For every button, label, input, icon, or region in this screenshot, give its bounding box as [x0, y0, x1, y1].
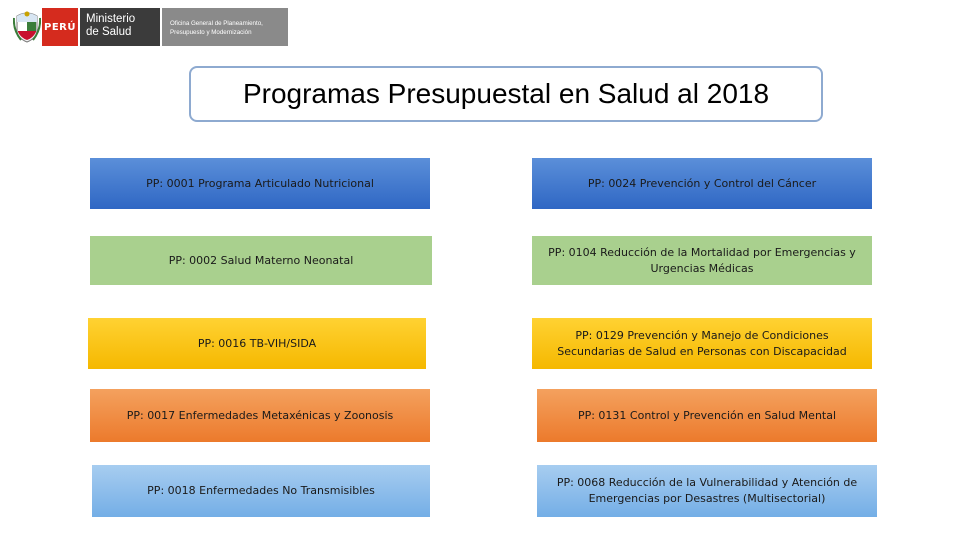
program-box-0002: PP: 0002 Salud Materno Neonatal: [90, 236, 432, 285]
slide-title: Programas Presupuestal en Salud al 2018: [242, 78, 770, 109]
program-box-0068: PP: 0068 Reducción de la Vulnerabilidad y Atención de Emergencias por Desastres (Multisectorial): [537, 465, 877, 517]
ministerio-line-2: de Salud: [86, 26, 132, 38]
program-box-0129: PP: 0129 Prevención y Manejo de Condiciones Secundarias de Salud en Personas con Discapacidad: [532, 318, 872, 369]
oficina-line-1: Oficina General de Planeamiento,: [170, 20, 263, 27]
ministry-logo: [12, 8, 288, 46]
program-box-0104: PP: 0104 Reducción de la Mortalidad por Emergencias y Urgencias Médicas: [532, 236, 872, 285]
oficina-label: [162, 8, 288, 46]
peru-label: PERÚ: [42, 8, 78, 46]
program-box-0131: PP: 0131 Control y Prevención en Salud Mental: [537, 389, 877, 442]
slide-title-box: [189, 66, 823, 122]
program-box-0016: PP: 0016 TB-VIH/SIDA: [88, 318, 426, 369]
program-box-0018: PP: 0018 Enfermedades No Transmisibles: [92, 465, 430, 517]
ministerio-line-1: Ministerio: [86, 13, 136, 25]
oficina-line-2: Presupuesto y Modernización: [170, 29, 252, 36]
program-box-0017: PP: 0017 Enfermedades Metaxénicas y Zoonosis: [90, 389, 430, 442]
coat-of-arms-icon: [12, 8, 42, 46]
program-box-0001: PP: 0001 Programa Articulado Nutricional: [90, 158, 430, 209]
program-box-0024: PP: 0024 Prevención y Control del Cáncer: [532, 158, 872, 209]
ministerio-label: [80, 8, 160, 46]
